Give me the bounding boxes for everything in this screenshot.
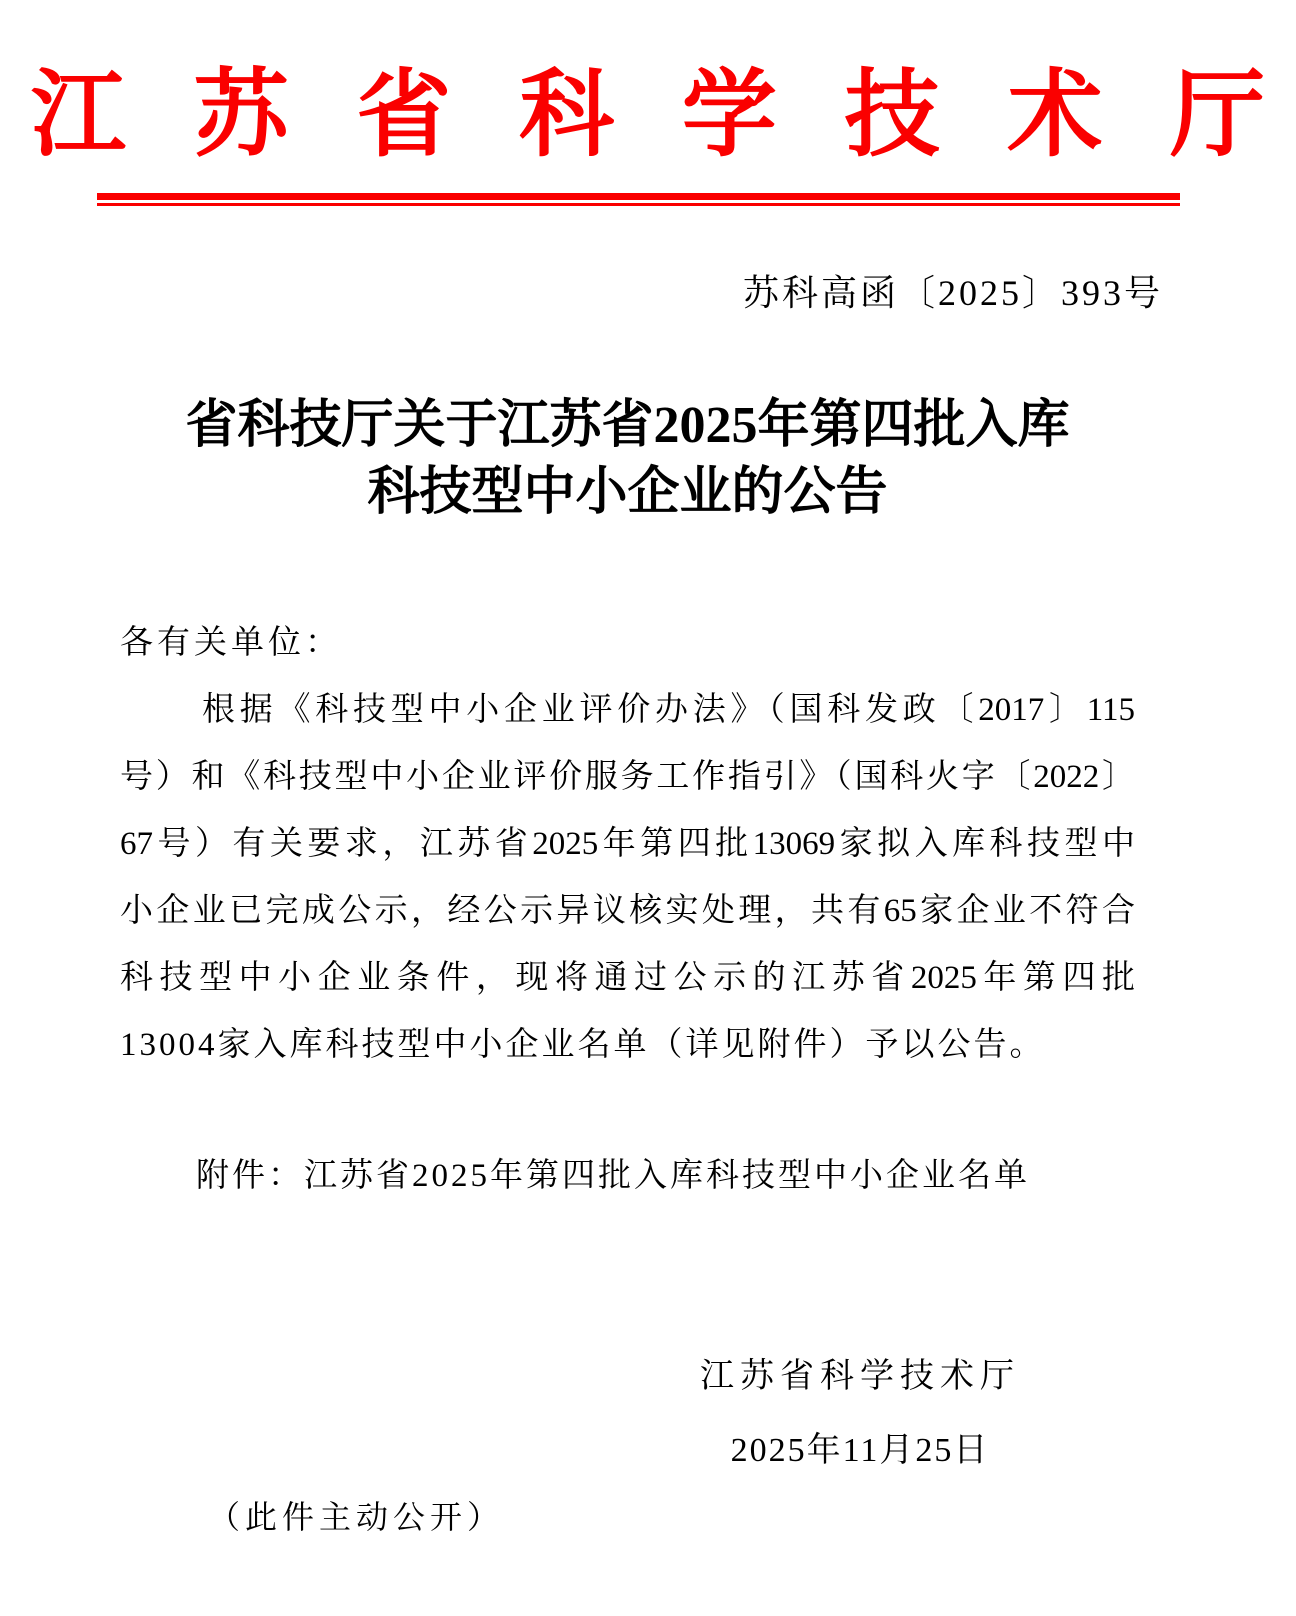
body-text-line: 13004家入库科技型中小企业名单（详见附件）予以公告。 [120,1027,1046,1063]
body-text-line: 67号）有关要求，江苏省2025年第四批13069家拟入库科技型中 [120,826,1135,862]
notice-title-line-1: 省科技厅关于江苏省2025年第四批入库 [185,397,1070,454]
body-text-line: 号）和《科技型中小企业评价服务工作指引》（国科火字〔2022〕 [120,759,1135,795]
letterhead-agency-name: 江 苏 省 科 学 技 术 厅 [30,62,1288,168]
signature-block [650,1340,1070,1488]
notice-title [120,392,1135,526]
red-rule-thin-line [97,203,1180,206]
body-text-line: 小企业已完成公示，经公示异议核实处理，共有65家企业不符合 [120,893,1135,929]
disclosure-note: （此件主动公开） [208,1499,505,1535]
red-rule-thick-line [97,193,1180,200]
document-reference-number: 苏科高函〔2025〕393号 [742,273,1163,313]
signature-date: 2025年11月25日 [730,1432,990,1469]
signer-agency-name: 江苏省科学技术厅 [700,1358,1020,1395]
red-separator-rule [97,193,1180,206]
body-text-line: 科技型中小企业条件，现将通过公示的江苏省2025年第四批 [120,960,1135,996]
attachment-line: 附件：江苏省2025年第四批入库科技型中小企业名单 [196,1158,1030,1194]
body-paragraph [120,677,1135,1079]
notice-body [120,610,1135,1079]
notice-title-line-2: 科技型中小企业的公告 [367,464,888,521]
body-text-line: 根据《科技型中小企业评价办法》（国科发政〔2017〕115 [202,692,1135,728]
salutation: 各有关单位： [120,625,342,661]
